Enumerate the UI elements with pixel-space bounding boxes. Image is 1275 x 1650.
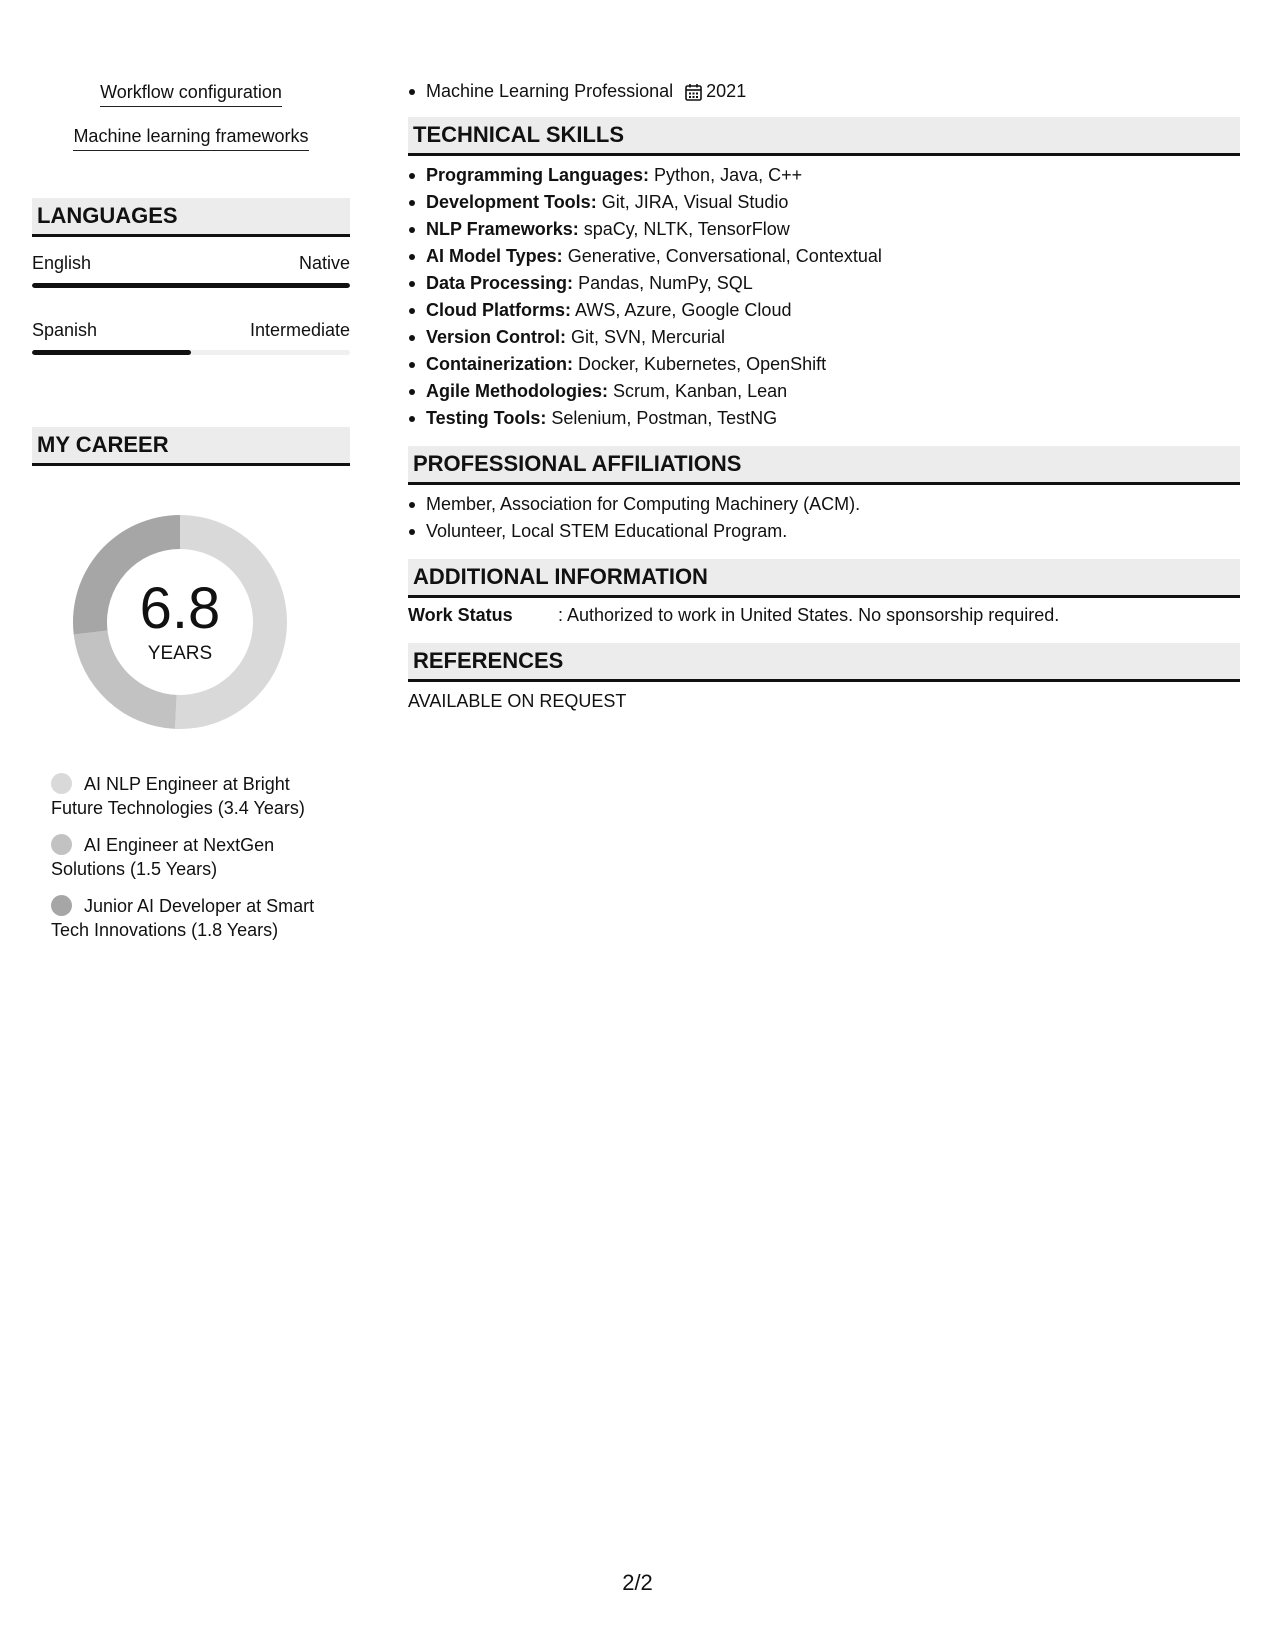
- skill-category: Testing Tools:: [426, 408, 547, 428]
- skill-values: Git, SVN, Mercurial: [566, 327, 726, 347]
- skill-tag: Machine learning frameworks: [73, 124, 308, 151]
- career-heading: MY CAREER: [32, 427, 350, 466]
- additional-info-heading: ADDITIONAL INFORMATION: [408, 559, 1240, 598]
- language-name: Spanish: [32, 320, 98, 340]
- technical-skill-item: [408, 243, 1240, 270]
- certification-name: Machine Learning Professional: [426, 81, 674, 101]
- work-status-value: : Authorized to work in United States. No sponsorship required.: [558, 605, 1060, 625]
- career-legend-label: AI NLP Engineer at Bright Future Technologies (3.4 Years): [51, 774, 305, 818]
- affiliations-list: [408, 491, 1240, 545]
- legend-dot-icon: [51, 834, 72, 855]
- technical-skill-item: [408, 216, 1240, 243]
- sidebar: [32, 80, 350, 955]
- skill-tags: [32, 80, 350, 168]
- skill-category: Programming Languages:: [426, 165, 650, 185]
- language-level: Intermediate: [249, 320, 350, 340]
- main-content: [408, 78, 1240, 715]
- technical-skill-item: [408, 405, 1240, 432]
- career-legend-label: Junior AI Developer at Smart Tech Innovations (1.8 Years): [51, 896, 315, 940]
- skill-category: Data Processing:: [426, 273, 574, 293]
- skill-values: AWS, Azure, Google Cloud: [571, 300, 792, 320]
- skill-category: NLP Frameworks:: [426, 219, 579, 239]
- skill-category: Development Tools:: [426, 192, 597, 212]
- language-proficiency-bar: [32, 350, 350, 355]
- references-text: AVAILABLE ON REQUEST: [408, 691, 627, 711]
- references-heading: REFERENCES: [408, 643, 1240, 682]
- language-item: [32, 251, 350, 288]
- technical-skill-item: [408, 270, 1240, 297]
- career-total-value: 6.8: [139, 576, 221, 641]
- technical-skills-list: [408, 162, 1240, 432]
- language-proficiency-fill: [32, 350, 191, 355]
- technical-skill-item: [408, 162, 1240, 189]
- career-legend-item: [51, 894, 331, 942]
- certification-item: [408, 78, 1240, 105]
- skill-tag: Workflow configuration: [100, 80, 282, 107]
- work-status-label: Work Status: [408, 605, 513, 625]
- certification-list: [408, 78, 1240, 105]
- language-item: [32, 318, 350, 355]
- legend-dot-icon: [51, 773, 72, 794]
- skill-category: AI Model Types:: [426, 246, 563, 266]
- career-legend-item: [51, 772, 331, 820]
- technical-skill-item: [408, 324, 1240, 351]
- certification-year: 2021: [706, 81, 747, 101]
- career-legend: [51, 772, 331, 942]
- technical-skill-item: [408, 378, 1240, 405]
- career-donut-chart: [66, 508, 294, 736]
- affiliations-heading: PROFESSIONAL AFFILIATIONS: [408, 446, 1240, 485]
- career-legend-item: [51, 833, 331, 881]
- skill-values: Pandas, NumPy, SQL: [573, 273, 753, 293]
- skill-category: Agile Methodologies:: [426, 381, 608, 401]
- skill-values: Selenium, Postman, TestNG: [546, 408, 778, 428]
- skill-category: Containerization:: [426, 354, 573, 374]
- skill-values: Python, Java, C++: [649, 165, 803, 185]
- technical-skill-item: [408, 297, 1240, 324]
- affiliation-item: Volunteer, Local STEM Educational Program.: [408, 518, 1240, 545]
- languages-heading: LANGUAGES: [32, 198, 350, 237]
- skill-values: Generative, Conversational, Contextual: [562, 246, 882, 266]
- technical-skill-item: [408, 351, 1240, 378]
- page-number: 2/2: [622, 1570, 653, 1595]
- skill-category: Version Control:: [426, 327, 567, 347]
- language-level: Native: [298, 253, 350, 273]
- career-legend-label: AI Engineer at NextGen Solutions (1.5 Years): [51, 835, 275, 879]
- skill-values: Docker, Kubernetes, OpenShift: [573, 354, 827, 374]
- technical-skill-item: [408, 189, 1240, 216]
- legend-dot-icon: [51, 895, 72, 916]
- language-name: English: [32, 253, 92, 273]
- skill-values: Scrum, Kanban, Lean: [608, 381, 788, 401]
- skill-values: Git, JIRA, Visual Studio: [596, 192, 789, 212]
- calendar-icon: [685, 83, 702, 101]
- work-status-row: [408, 602, 1240, 629]
- career-total-unit: YEARS: [147, 643, 213, 664]
- affiliation-item: Member, Association for Computing Machinery (ACM).: [408, 491, 1240, 518]
- technical-skills-heading: TECHNICAL SKILLS: [408, 117, 1240, 156]
- skill-category: Cloud Platforms:: [426, 300, 572, 320]
- skill-values: spaCy, NLTK, TensorFlow: [578, 219, 790, 239]
